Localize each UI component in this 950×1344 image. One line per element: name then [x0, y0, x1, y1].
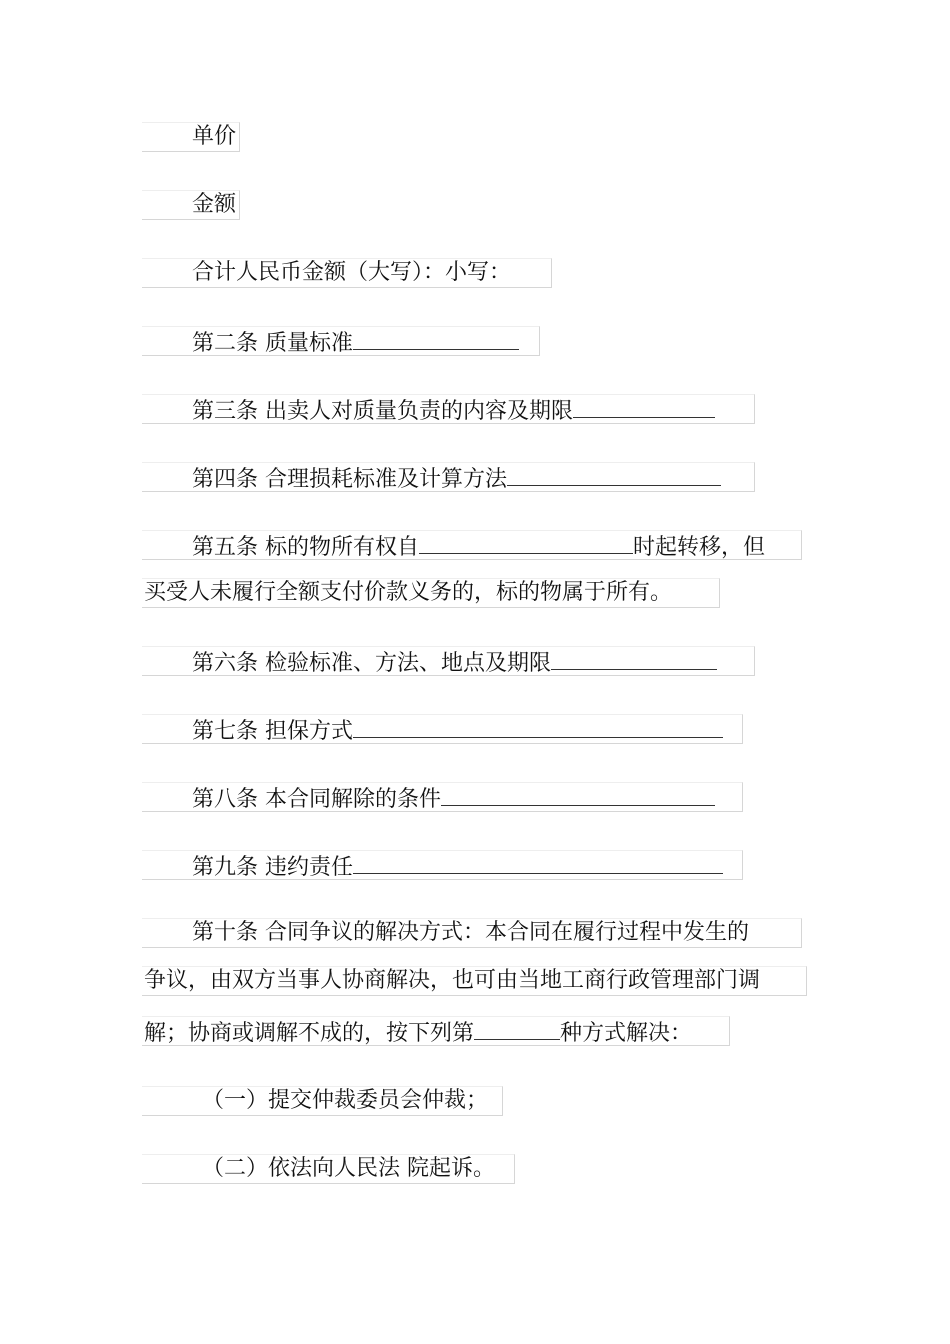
- article-7-text: 第七条 担保方式: [192, 719, 353, 744]
- article-10-text-3: 解；协商或调解不成的，按下列第: [144, 1021, 475, 1046]
- article-9-blank: [353, 851, 723, 874]
- article-6-blank: [551, 647, 717, 670]
- article-2-quality-standard: [142, 326, 540, 356]
- article-4-loss-standard: [142, 462, 755, 492]
- article-5-blank: [419, 531, 633, 554]
- total-rmb-label: 合计人民币金额（大写）：小写：: [192, 260, 512, 285]
- line-total-rmb: [142, 258, 552, 288]
- article-8-text: 第八条 本合同解除的条件: [192, 787, 441, 812]
- article-9-text: 第九条 违约责任: [192, 855, 353, 880]
- article-9-liability: [142, 850, 743, 880]
- article-10-dispute-line-3: [142, 1016, 730, 1046]
- article-2-text: 第二条 质量标准: [192, 331, 353, 356]
- amount-label: 金额: [192, 192, 237, 217]
- option-1-arbitration: [142, 1086, 503, 1116]
- article-10-text-1: 第十条 合同争议的解决方式：本合同在履行过程中发生的: [192, 920, 749, 945]
- option-2-litigation: [142, 1154, 515, 1184]
- line-unit-price: [142, 122, 240, 152]
- article-5-continuation: [142, 578, 720, 608]
- article-5-suffix: 时起转移，但: [633, 535, 766, 560]
- article-7-guarantee: [142, 714, 743, 744]
- article-8-termination: [142, 782, 743, 812]
- unit-price-label: 单价: [192, 124, 237, 149]
- article-3-text: 第三条 出卖人对质量负责的内容及期限: [192, 399, 573, 424]
- article-2-blank: [353, 327, 519, 350]
- article-4-blank: [507, 463, 721, 486]
- article-6-text: 第六条 检验标准、方法、地点及期限: [192, 651, 551, 676]
- article-7-blank: [353, 715, 723, 738]
- article-10-text-2: 争议，由双方当事人协商解决，也可由当地工商行政管理部门调: [144, 968, 761, 993]
- article-8-blank: [441, 783, 715, 806]
- article-5-text: 第五条 标的物所有权自: [192, 535, 419, 560]
- article-6-inspection: [142, 646, 755, 676]
- article-5-continuation-text: 买受人未履行全额支付价款义务的，标的物属于所有。: [144, 580, 673, 605]
- option-1-text: （一）提交仲裁委员会仲裁；: [202, 1088, 489, 1113]
- option-2-text: （二）依法向人民法 院起诉。: [202, 1156, 495, 1181]
- article-3-quality-responsibility: [142, 394, 755, 424]
- article-10-blank: [474, 1017, 560, 1040]
- article-3-blank: [573, 395, 715, 418]
- article-5-ownership-transfer: [142, 530, 802, 560]
- article-10-dispute-line-2: [142, 966, 807, 996]
- article-10-dispute-line-1: [142, 918, 802, 948]
- line-amount: [142, 190, 240, 220]
- article-10-suffix: 种方式解决：: [560, 1021, 693, 1046]
- article-4-text: 第四条 合理损耗标准及计算方法: [192, 467, 507, 492]
